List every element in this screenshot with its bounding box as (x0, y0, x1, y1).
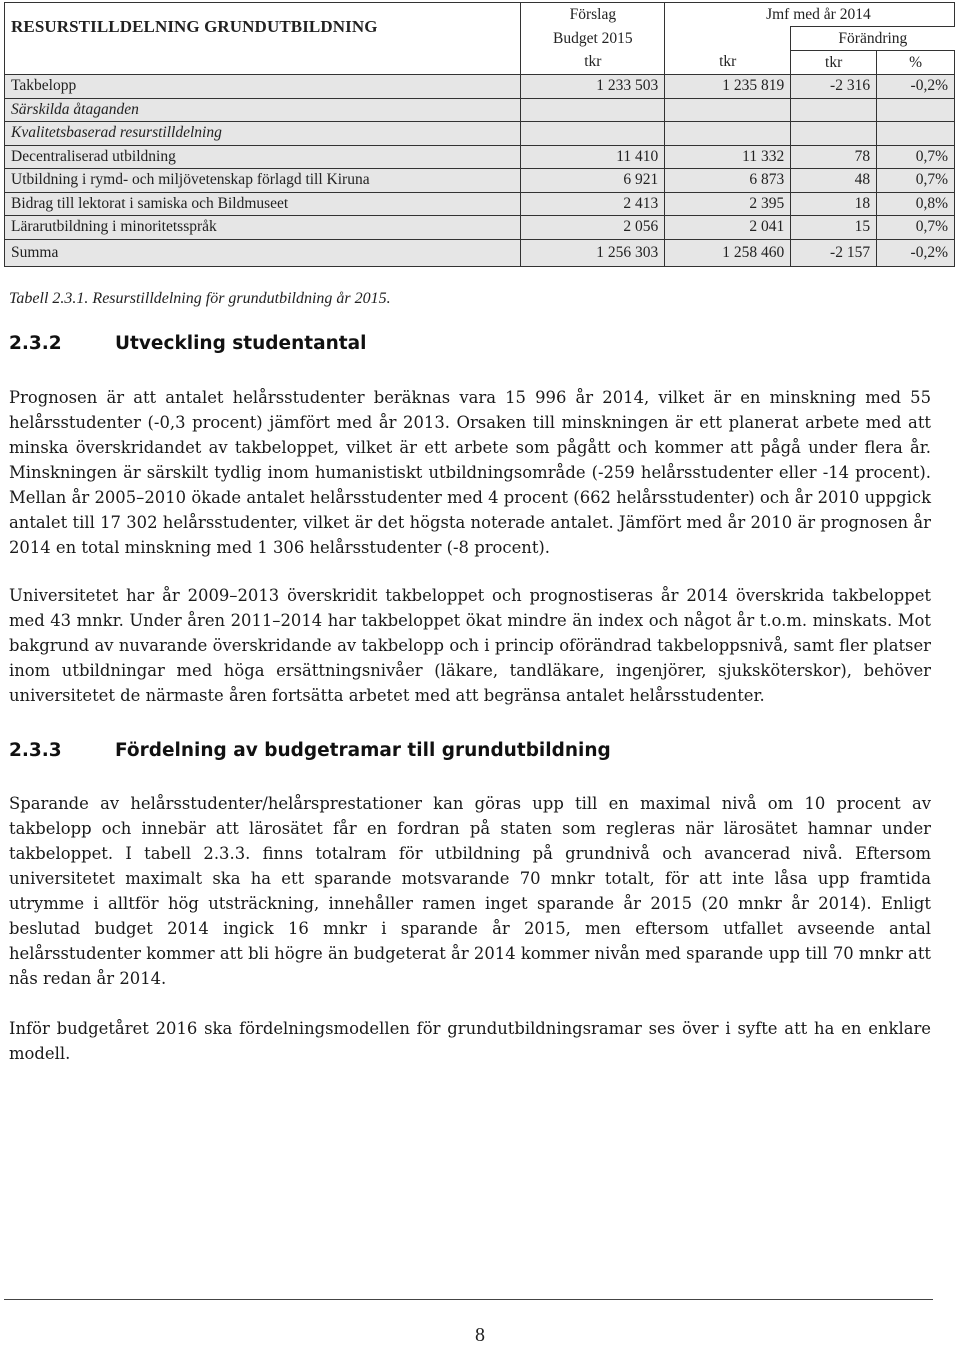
table-title: RESURSTILLDELNING GRUNDUTBILDNING (5, 3, 521, 51)
header-forandring: Förändring (791, 27, 955, 51)
unit-budget: tkr (521, 51, 665, 75)
header-budget: Budget 2015 (521, 27, 665, 51)
section-heading-2-3-3: 2.3.3 Fördelning av budgetramar till grundutbildning (9, 740, 611, 761)
header-jmf: Jmf med år 2014 (665, 3, 791, 27)
table-row: Bidrag till lektorat i samiska och Bildmuseet 2 413 2 395 18 0,8% (5, 192, 955, 216)
unit-change-tkr: tkr (791, 51, 877, 75)
paragraph-budget-2016: Inför budgetåret 2016 ska fördelningsmodellen för grundutbildningsramar ses över i syfte att ha en enklare modell. (9, 1019, 931, 1063)
footer-rule (4, 1299, 933, 1300)
resource-allocation-table (4, 2, 955, 267)
page-number: 8 (475, 1324, 485, 1346)
section-heading-2-3-2: 2.3.2 Utveckling studentantal (9, 333, 367, 354)
paragraph-student-count: Prognosen är att antalet helårsstudenter beräknas vara 15 996 år 2014, vilket är en minskning med 55 helårsstudenter (-0,3 procent) jämfört med år 2013. Orsaken till minskningen är ett planerat arbete med att minska överskridandet av takbeloppet, vilket är ett arbete som pågått och kommer att pågå under flera år. Minskningen är särskilt tydlig inom humanistiskt utbildningsområde (-259 helårsstudenter eller -14 procent). Mellan år 2005–2010 ökade antalet helårsstudenter med 4 procent (662 helårsstudenter) och år 2010 uppgick antalet till 17 302 helårsstudenter, vilket är det högsta noterade antalet. Jämfört med år 2010 är prognosen år 2014 en total minskning med 1 306 helårsstudenter (-8 procent). (9, 388, 931, 557)
paragraph-sparande: Sparande av helårsstudenter/helårsprestationer kan göras upp till en maximal nivå om 10 procent av takbelopp och innebär att lärosätet får en fordran på staten som regleras när lärosätet hamnar under takbeloppet. I tabell 2.3.3. finns totalram för utbildning på grundnivå och avancerad nivå. Eftersom universitetet maximalt ska ha ett sparande motsvarande 70 mnkr totalt, för att inte låsa upp framtida utrymme i alltför hög utsträckning, innehåller ramen inget sparande år 2015 (20 mnkr år 2014). Enligt beslutad budget 2014 ingick 16 mnkr i sparande år 2015, men eftersom utfallet avseende antal helårsstudenter kommer att bli högre än budgeterat år 2014 kommer nivån med sparande upp till 70 mnkr att nås redan år 2014. (9, 794, 931, 988)
table-row: Takbelopp 1 233 503 1 235 819 -2 316 -0,2% (5, 75, 955, 99)
table-caption: Tabell 2.3.1. Resurstilldelning för grundutbildning år 2015. (9, 290, 391, 307)
unit-jmf: tkr (665, 51, 791, 75)
table-row: Decentraliserad utbildning 11 410 11 332 78 0,7% (5, 145, 955, 169)
table-row: Kvalitetsbaserad resurstilldelning (5, 122, 955, 146)
paragraph-takbelopp: Universitetet har år 2009–2013 överskridit takbeloppet och prognostiseras år 2014 överskrida takbeloppet med 43 mnkr. Under åren 2011–2014 har takbeloppet ökat mindre än index och något år t.o.m. minskats. Mot bakgrund av nuvarande överskridande av takbelopp och i princip oförändrad takbeloppsnivå, samt fler platser inom utbildningar med höga ersättningsnivåer (läkare, tandläkare, ingenjörer, sjuksköterskor), behöver universitetet de närmaste åren fortsätta arbetet med att begränsa antalet helårsstudenter. (9, 586, 931, 705)
table-row: Lärarutbildning i minoritetsspråk 2 056 2 041 15 0,7% (5, 216, 955, 240)
summa-row: Summa 1 256 303 1 258 460 -2 157 -0,2% (5, 239, 955, 266)
unit-change-pct: % (877, 51, 955, 75)
header-forslag: Förslag (521, 3, 665, 27)
table-row: Särskilda åtaganden (5, 98, 955, 122)
table-row: Utbildning i rymd- och miljövetenskap förlagd till Kiruna 6 921 6 873 48 0,7% (5, 169, 955, 193)
